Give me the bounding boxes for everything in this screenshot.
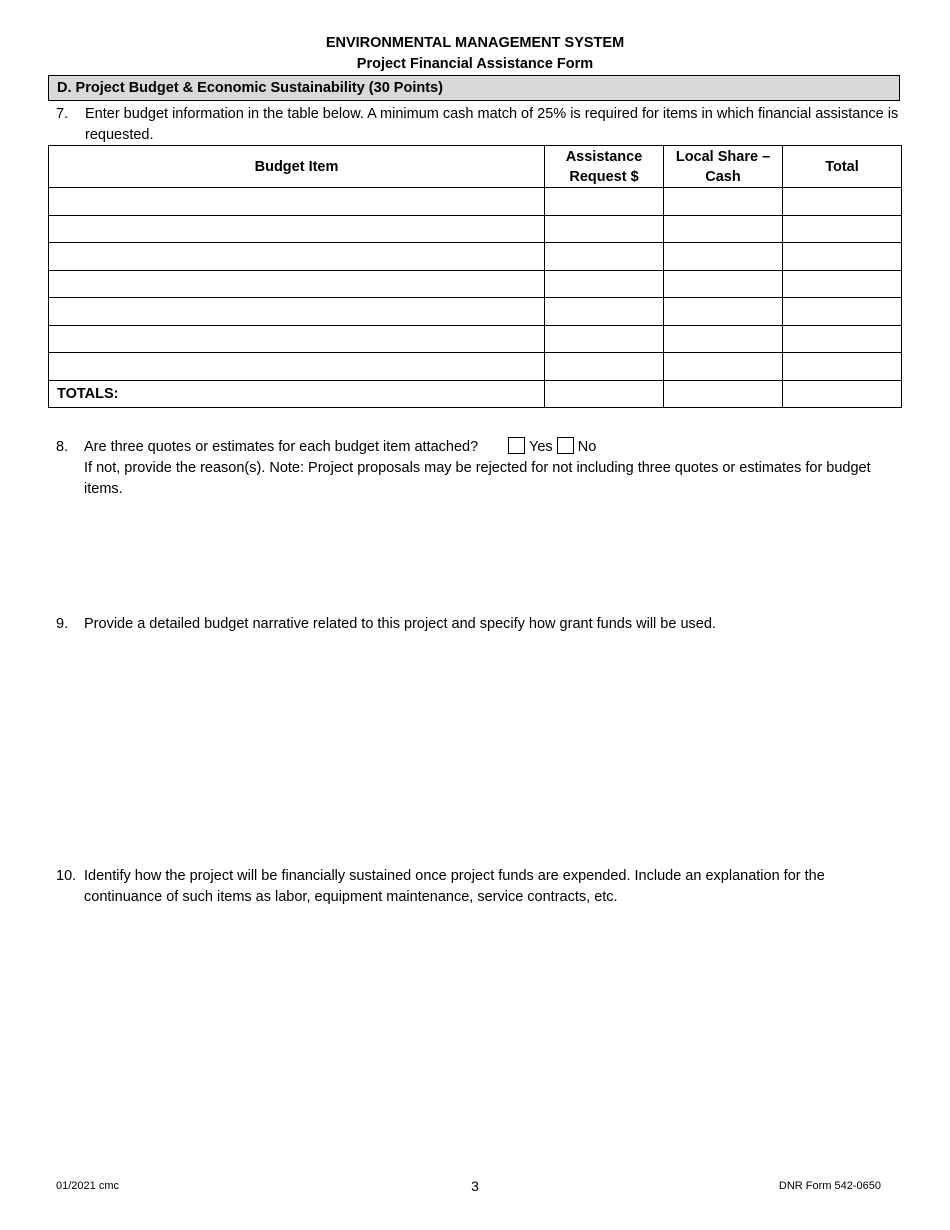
table-header-row — [49, 146, 902, 188]
table-row — [49, 325, 902, 353]
local-share-cell[interactable] — [664, 298, 783, 326]
table-row — [49, 353, 902, 381]
totals-label: TOTALS: — [49, 380, 545, 408]
column-header-budget-item: Budget Item — [49, 146, 545, 188]
budget-item-cell[interactable] — [49, 325, 545, 353]
column-header-assistance-request — [545, 146, 664, 188]
local-share-cell[interactable] — [664, 215, 783, 243]
table-row — [49, 215, 902, 243]
header-line: Local Share – — [675, 148, 771, 165]
question-number: 7. — [56, 106, 69, 122]
budget-table — [48, 145, 902, 408]
header-line: Request $ — [569, 168, 639, 185]
budget-item-cell[interactable] — [49, 353, 545, 381]
local-share-total-cell[interactable] — [664, 380, 783, 408]
total-cell[interactable] — [783, 215, 902, 243]
budget-item-cell[interactable] — [49, 188, 545, 216]
header-line: Cash — [705, 168, 741, 185]
no-checkbox[interactable] — [557, 437, 574, 454]
total-cell[interactable] — [783, 325, 902, 353]
local-share-cell[interactable] — [664, 188, 783, 216]
budget-item-cell[interactable] — [49, 215, 545, 243]
question-text: Provide a detailed budget narrative related to this project and specify how grant funds will be used. — [84, 616, 716, 632]
footer-revision: 01/2021 cmc — [56, 1180, 119, 1192]
assistance-total-cell[interactable] — [545, 380, 664, 408]
form-subtitle: Project Financial Assistance Form — [356, 56, 594, 72]
table-row — [49, 188, 902, 216]
form-title: ENVIRONMENTAL MANAGEMENT SYSTEM — [325, 35, 625, 51]
assistance-cell[interactable] — [545, 188, 664, 216]
page-number: 3 — [471, 1178, 479, 1194]
assistance-cell[interactable] — [545, 325, 664, 353]
total-cell[interactable] — [783, 243, 902, 271]
yes-label: Yes — [529, 439, 553, 455]
question-text: Identify how the project will be financially sustained once project funds are expended. Include an explanation for the continuance of such items as labor, equipment maintenance, service contracts, etc. — [84, 868, 825, 905]
budget-item-cell[interactable] — [49, 270, 545, 298]
local-share-cell[interactable] — [664, 270, 783, 298]
total-cell[interactable] — [783, 188, 902, 216]
column-header-local-share — [664, 146, 783, 188]
assistance-cell[interactable] — [545, 215, 664, 243]
total-cell[interactable] — [783, 353, 902, 381]
yes-checkbox[interactable] — [508, 437, 525, 454]
local-share-cell[interactable] — [664, 325, 783, 353]
assistance-cell[interactable] — [545, 353, 664, 381]
question-text: Enter budget information in the table below. A minimum cash match of 25% is required for items in which financial assistance is requested. — [85, 106, 899, 143]
assistance-cell[interactable] — [545, 243, 664, 271]
total-cell[interactable] — [783, 270, 902, 298]
header-line: Assistance — [565, 148, 643, 165]
no-label: No — [577, 439, 597, 455]
table-row — [49, 243, 902, 271]
budget-item-cell[interactable] — [49, 298, 545, 326]
question-number: 8. — [56, 439, 69, 455]
question-number: 10. — [56, 868, 77, 884]
section-heading: D. Project Budget & Economic Sustainability (30 Points) — [48, 75, 900, 101]
table-row — [49, 270, 902, 298]
budget-item-cell[interactable] — [49, 243, 545, 271]
grand-total-cell[interactable] — [783, 380, 902, 408]
question-note: If not, provide the reason(s). Note: Project proposals may be rejected for not including three quotes or estimates for budget items. — [84, 460, 871, 497]
footer-form-number: DNR Form 542-0650 — [778, 1180, 881, 1192]
total-cell[interactable] — [783, 298, 902, 326]
local-share-cell[interactable] — [664, 243, 783, 271]
assistance-cell[interactable] — [545, 298, 664, 326]
totals-row — [49, 380, 902, 408]
question-8-body — [84, 437, 906, 500]
assistance-cell[interactable] — [545, 270, 664, 298]
column-header-total: Total — [783, 146, 902, 188]
question-number: 9. — [56, 616, 69, 632]
local-share-cell[interactable] — [664, 353, 783, 381]
table-row — [49, 298, 902, 326]
question-text: Are three quotes or estimates for each budget item attached? — [84, 439, 479, 455]
